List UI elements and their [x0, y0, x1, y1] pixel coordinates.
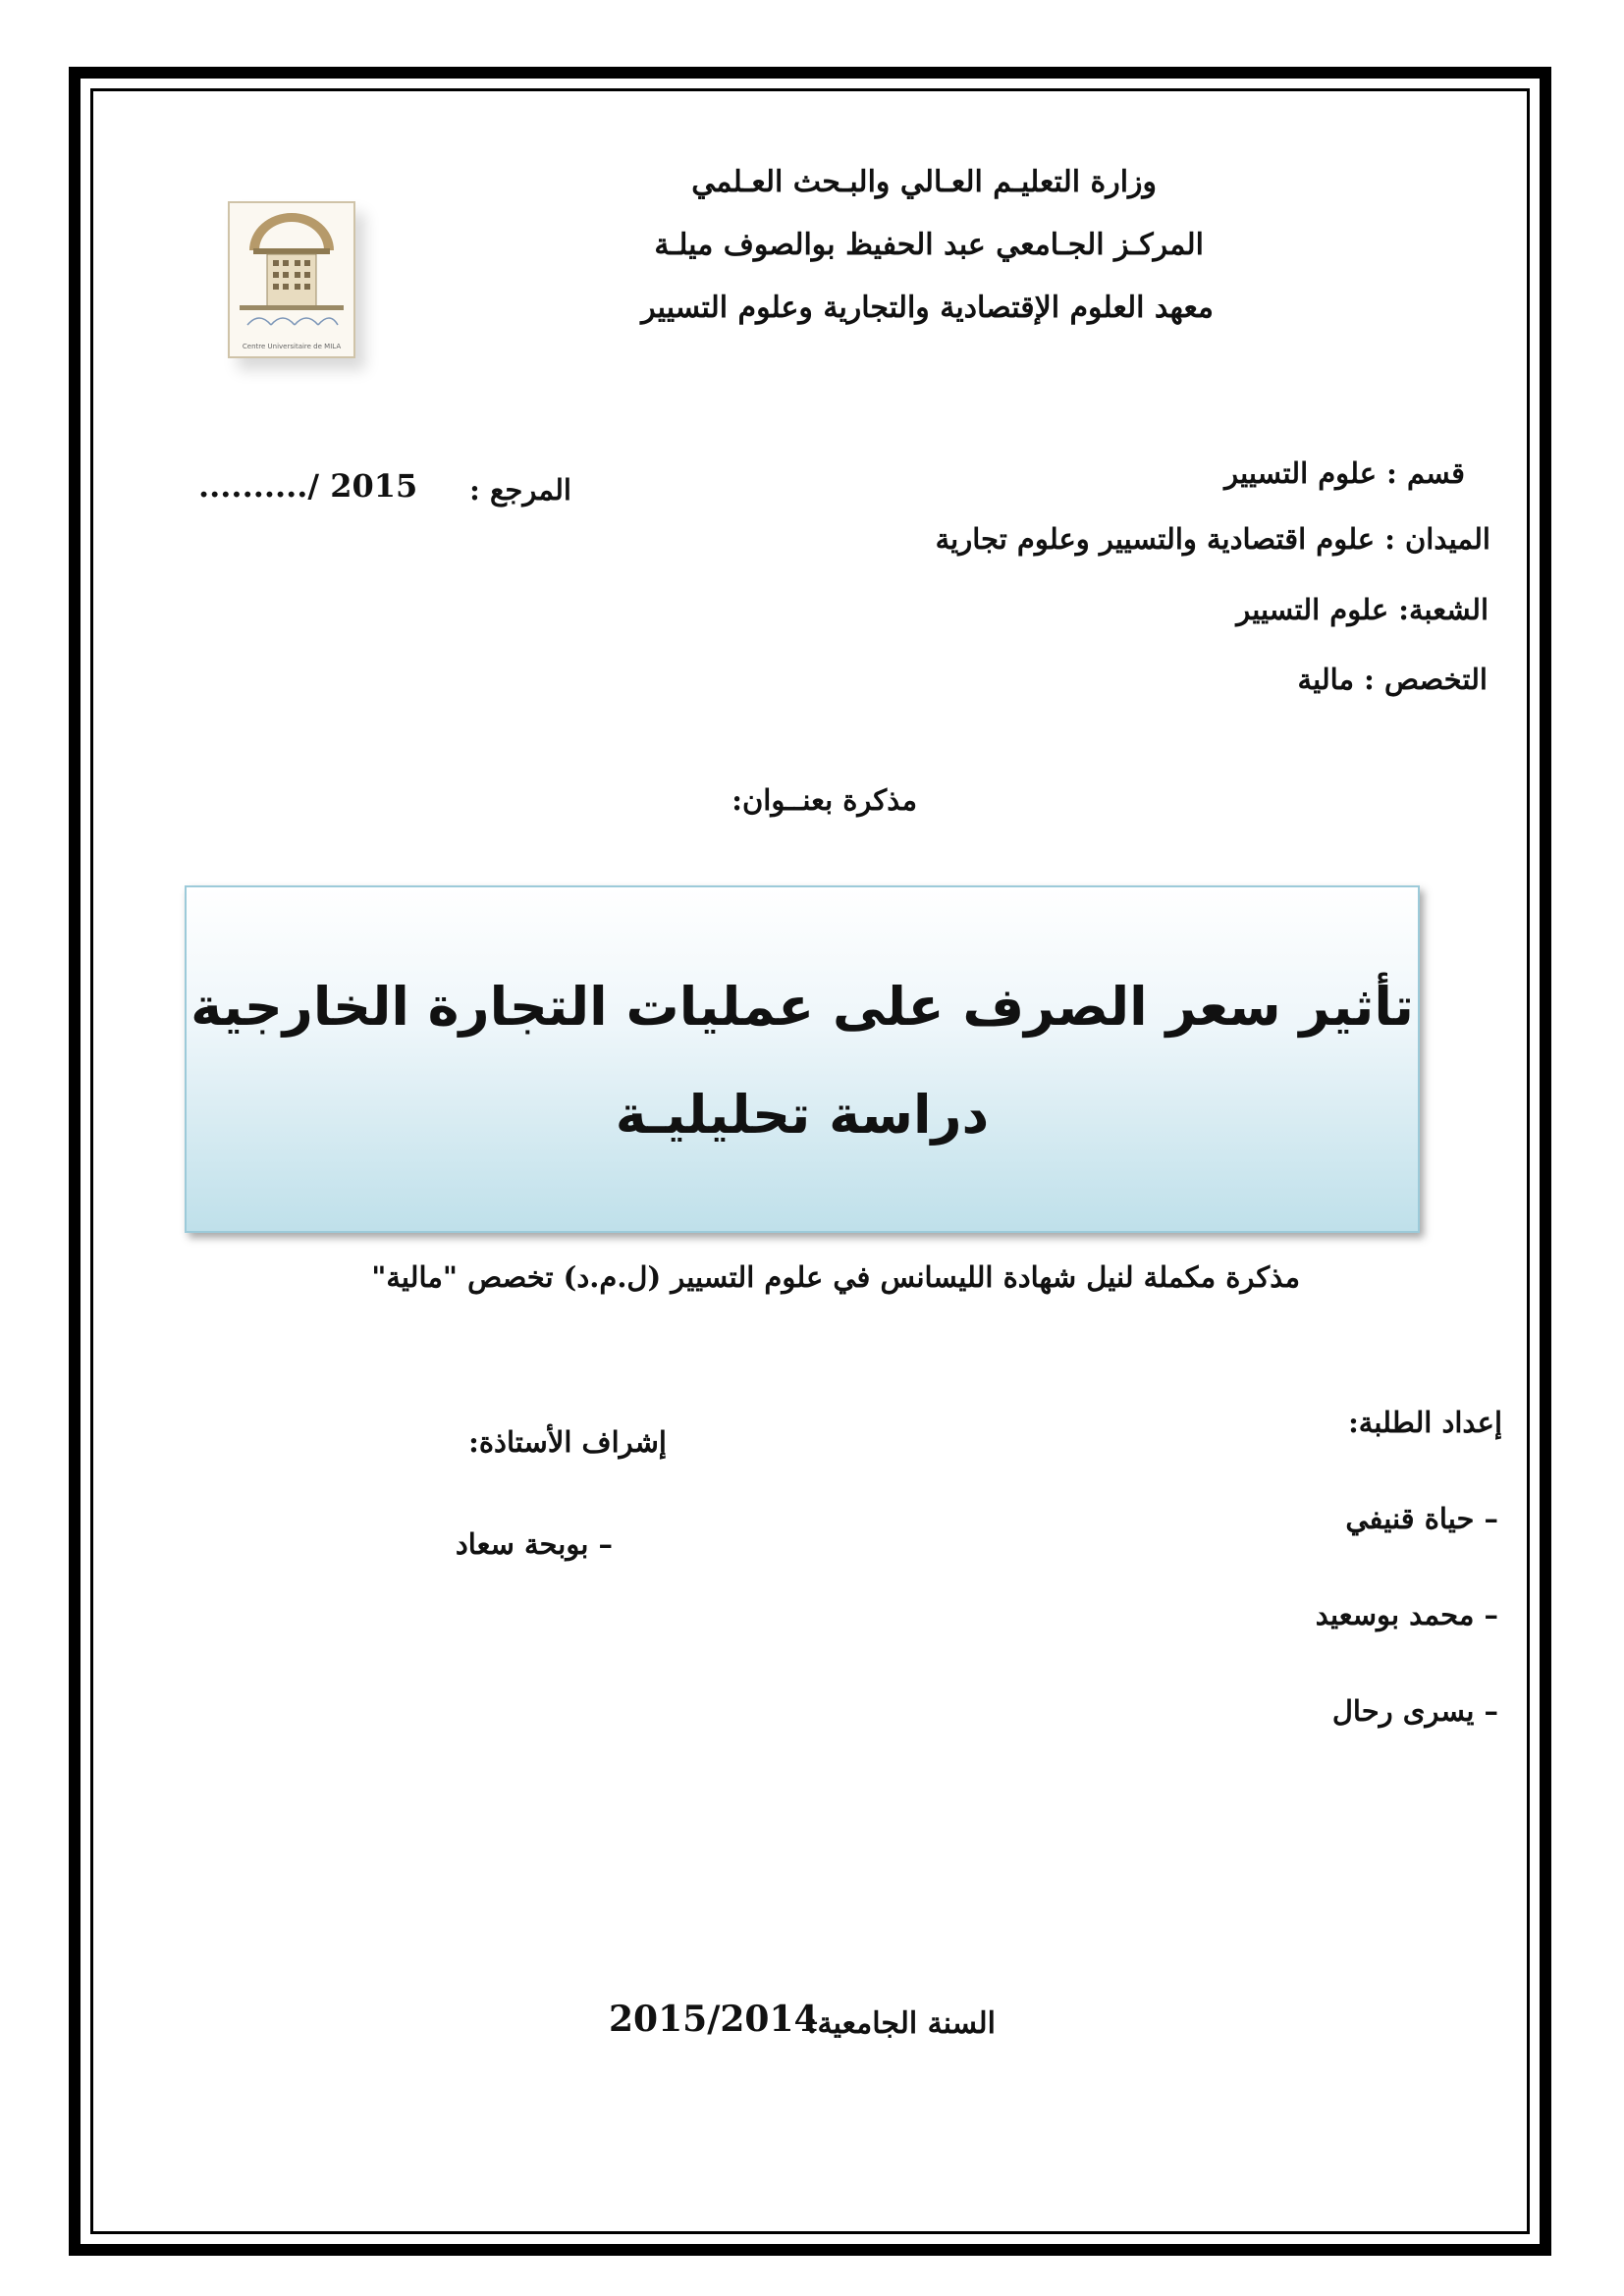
specialty: التخصص : مالية — [1297, 663, 1488, 696]
student-name: – يسرى رحال — [1331, 1694, 1498, 1728]
branch: الشعبة: علوم التسيير — [1236, 593, 1489, 626]
supervisor-name: – بوبحة سعاد — [455, 1527, 613, 1561]
logo-building-icon — [230, 203, 353, 341]
student-name: – محمد بوسعيد — [1315, 1598, 1498, 1631]
supervisor-label: إشراف الأستاذة: — [468, 1425, 667, 1459]
university-name: المركـز الجـامعي عبد الحفيظ بوالصوف ميلـة — [654, 228, 1204, 262]
degree-description: مذكرة مكملة لنيل شهادة الليسانس في علوم التسيير (ل.م.د) تخصص "مالية" — [371, 1260, 1300, 1294]
reference-label: المرجع : — [469, 473, 571, 507]
title-box — [185, 885, 1420, 1233]
academic-year-label: السنة الجامعية: — [806, 2006, 996, 2041]
academic-year-value: 2015/2014 — [609, 1999, 819, 2040]
logo-caption: Centre Universitaire de MILA — [242, 343, 342, 350]
thesis-subtitle-type: دراسة تحليليـة — [615, 1084, 990, 1146]
reference-value: ........../ 2015 — [198, 467, 418, 505]
field: الميدان : علوم اقتصادية والتسيير وعلوم تجارية — [935, 522, 1490, 556]
ministry-name: وزارة التعليـم العـالي والبـحث العـلمي — [691, 165, 1157, 199]
department: قسم : علوم التسيير — [1224, 456, 1465, 490]
student-name: – حياة قنيفي — [1345, 1502, 1498, 1535]
memo-label: مذكرة بعنــوان: — [731, 783, 917, 817]
institute-name: معهد العلوم الإقتصادية والتجارية وعلوم التسيير — [641, 291, 1214, 325]
students-label: إعداد الطلبة: — [1348, 1406, 1502, 1439]
university-logo — [228, 201, 355, 358]
thesis-title: تأثير سعر الصرف على عمليات التجارة الخارجية — [190, 976, 1414, 1038]
